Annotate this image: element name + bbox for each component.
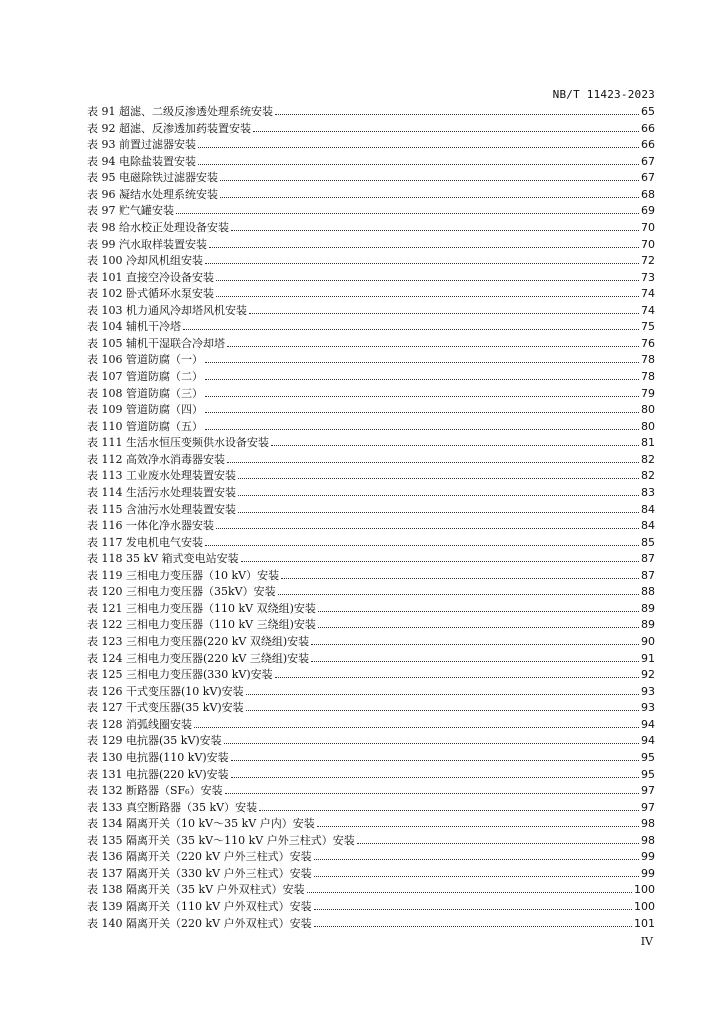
toc-entry-page: 82 <box>641 452 655 466</box>
toc-entry-page: 98 <box>641 833 655 847</box>
dot-leader <box>314 925 632 927</box>
dot-leader <box>318 626 639 628</box>
toc-entry[interactable] <box>87 435 655 452</box>
dot-leader <box>205 544 639 546</box>
toc-entry-label: 表 110 管道防腐（五） <box>87 419 203 433</box>
toc-entry[interactable] <box>87 849 655 866</box>
toc-entry[interactable] <box>87 502 655 519</box>
dot-leader <box>231 759 639 761</box>
toc-entry-label: 表 96 凝结水处理系统安装 <box>87 187 218 201</box>
dot-leader <box>314 858 639 860</box>
dot-leader <box>194 726 639 728</box>
toc-entry-page: 89 <box>641 601 655 615</box>
dot-leader <box>224 742 639 744</box>
toc-entry[interactable] <box>87 899 655 916</box>
dot-leader <box>271 444 639 446</box>
standard-code: NB/T 11423-2023 <box>552 88 655 101</box>
toc-entry[interactable] <box>87 634 655 651</box>
dot-leader <box>311 660 639 662</box>
toc-entry-label: 表 112 高效净水消毒器安装 <box>87 452 225 466</box>
toc-entry[interactable] <box>87 700 655 717</box>
toc-entry-page: 80 <box>641 403 655 417</box>
toc-entry-label: 表 117 发电机电气安装 <box>87 535 203 549</box>
dot-leader <box>205 262 639 264</box>
toc-entry-label: 表 120 三相电力变压器（35kV）安装 <box>87 585 276 599</box>
toc-entry-page: 84 <box>641 519 655 533</box>
toc-entry-page: 70 <box>641 237 655 251</box>
dot-leader <box>238 511 639 513</box>
toc-entry-page: 100 <box>634 883 655 897</box>
toc-entry[interactable] <box>87 684 655 701</box>
toc-entry[interactable] <box>87 750 655 767</box>
toc-entry-page: 98 <box>641 817 655 831</box>
toc-entry-page: 78 <box>641 370 655 383</box>
toc-entry-page: 85 <box>641 535 655 549</box>
toc-entry-page: 83 <box>641 485 655 499</box>
toc-entry-page: 92 <box>641 668 655 682</box>
toc-entry-page: 93 <box>641 701 655 715</box>
toc-entry-label: 表 138 隔离开关（35 kV 户外双柱式）安装 <box>87 883 305 897</box>
toc-entry-page: 81 <box>641 436 655 450</box>
toc-entry[interactable] <box>87 667 655 684</box>
dot-leader <box>275 113 639 115</box>
toc-entry[interactable] <box>87 816 655 833</box>
toc-entry-label: 表 119 三相电力变压器（10 kV）安装 <box>87 568 280 582</box>
dot-leader <box>205 395 639 397</box>
dot-leader <box>238 494 639 496</box>
dot-leader <box>216 295 639 297</box>
toc-entry-label: 表 126 干式变压器(10 kV)安装 <box>87 684 244 698</box>
dot-leader <box>231 229 639 231</box>
toc-entry[interactable] <box>87 518 655 535</box>
page-number: IV <box>640 935 653 948</box>
dot-leader <box>176 212 639 214</box>
toc-entry[interactable] <box>87 154 655 171</box>
dot-leader <box>225 792 639 794</box>
toc-entry[interactable] <box>87 170 655 187</box>
toc-entry-label: 表 95 电磁除铁过滤器安装 <box>87 171 218 185</box>
toc-entry-label: 表 109 管道防腐（四） <box>87 403 203 417</box>
toc-entry-label: 表 125 三相电力变压器(330 kV)安装 <box>87 668 273 682</box>
dot-leader <box>241 560 639 562</box>
dot-leader <box>238 477 639 479</box>
dot-leader <box>246 709 639 711</box>
toc-entry[interactable] <box>87 733 655 750</box>
toc-entry[interactable] <box>87 319 655 336</box>
dot-leader <box>318 610 639 612</box>
dot-leader <box>317 825 639 827</box>
toc-entry-label: 表 98 给水校正处理设备安装 <box>87 220 229 234</box>
toc-entry[interactable] <box>87 286 655 303</box>
toc-entry-label: 表 92 超滤、反渗透加药装置安装 <box>87 121 251 135</box>
toc-entry-page: 70 <box>641 220 655 234</box>
toc-entry[interactable] <box>87 452 655 469</box>
toc-entry-label: 表 106 管道防腐（一） <box>87 353 203 367</box>
toc-entry[interactable] <box>87 916 655 933</box>
dot-leader <box>259 809 639 811</box>
dot-leader <box>246 693 639 695</box>
toc-entry[interactable] <box>87 535 655 552</box>
toc-entry[interactable] <box>87 369 655 386</box>
toc-entry[interactable] <box>87 336 655 353</box>
toc-entry-label: 表 104 辅机干冷塔 <box>87 320 181 334</box>
toc-entry[interactable] <box>87 551 655 568</box>
toc-entry-page: 68 <box>641 187 655 201</box>
toc-entry[interactable] <box>87 833 655 850</box>
table-of-contents <box>87 104 655 932</box>
dot-leader <box>205 411 639 413</box>
toc-entry-page: 78 <box>641 353 655 367</box>
toc-entry-label: 表 116 一体化净水器安装 <box>87 519 214 533</box>
toc-entry-page: 69 <box>641 204 655 218</box>
toc-entry-label: 表 108 管道防腐（三） <box>87 386 203 400</box>
toc-entry-label: 表 123 三相电力变压器(220 kV 双绕组)安装 <box>87 635 310 648</box>
toc-entry-page: 95 <box>641 767 655 781</box>
toc-entry-label: 表 91 超滤、二级反渗透处理系统安装 <box>87 105 273 118</box>
dot-leader <box>275 676 639 678</box>
toc-entry-label: 表 101 直接空冷设备安装 <box>87 270 214 284</box>
toc-entry-label: 表 136 隔离开关（220 kV 户外三柱式）安装 <box>87 850 312 864</box>
toc-entry[interactable] <box>87 187 655 204</box>
toc-entry-label: 表 115 含油污水处理装置安装 <box>87 502 236 516</box>
dot-leader <box>307 891 632 893</box>
toc-entry[interactable] <box>87 253 655 270</box>
toc-entry-label: 表 113 工业废水处理装置安装 <box>87 469 236 483</box>
toc-entry-label: 表 127 干式变压器(35 kV)安装 <box>87 701 244 715</box>
toc-entry-page: 73 <box>641 270 655 284</box>
toc-entry-label: 表 122 三相电力变压器（110 kV 三绕组)安装 <box>87 618 316 632</box>
toc-entry-page: 76 <box>641 336 655 350</box>
toc-entry[interactable] <box>87 485 655 502</box>
toc-entry-page: 65 <box>641 105 655 118</box>
toc-entry-label: 表 131 电抗器(220 kV)安装 <box>87 767 229 781</box>
toc-entry[interactable] <box>87 617 655 634</box>
dot-leader <box>209 246 639 248</box>
toc-entry[interactable] <box>87 237 655 254</box>
toc-entry-label: 表 114 生活污水处理装置安装 <box>87 485 236 499</box>
toc-entry-page: 84 <box>641 502 655 516</box>
dot-leader <box>198 146 639 148</box>
toc-entry-page: 95 <box>641 750 655 764</box>
toc-entry-label: 表 132 断路器（SF₆）安装 <box>87 784 223 798</box>
toc-entry-page: 97 <box>641 784 655 798</box>
toc-entry[interactable] <box>87 601 655 618</box>
toc-entry[interactable] <box>87 137 655 154</box>
dot-leader <box>220 196 639 198</box>
dot-leader <box>249 312 639 314</box>
toc-entry-label: 表 100 冷却风机组安装 <box>87 254 203 268</box>
toc-entry-page: 97 <box>641 800 655 814</box>
toc-entry-page: 74 <box>641 303 655 317</box>
dot-leader <box>253 130 639 132</box>
dot-leader <box>231 776 639 778</box>
toc-entry[interactable] <box>87 270 655 287</box>
toc-entry-label: 表 140 隔离开关（220 kV 户外双柱式）安装 <box>87 916 312 930</box>
toc-entry-page: 101 <box>634 916 655 930</box>
dot-leader <box>314 908 632 910</box>
toc-entry-page: 94 <box>641 734 655 748</box>
dot-leader <box>205 428 639 430</box>
toc-entry[interactable] <box>87 468 655 485</box>
toc-entry[interactable] <box>87 104 655 121</box>
toc-entry[interactable] <box>87 717 655 734</box>
toc-entry-label: 表 128 消弧线圈安装 <box>87 717 192 731</box>
dot-leader <box>227 345 639 347</box>
dot-leader <box>205 378 639 380</box>
dot-leader <box>227 461 639 463</box>
toc-entry[interactable] <box>87 584 655 601</box>
toc-entry-page: 94 <box>641 717 655 731</box>
toc-entry-label: 表 121 三相电力变压器（110 kV 双绕组)安装 <box>87 601 316 615</box>
toc-entry-page: 79 <box>641 386 655 400</box>
toc-entry-page: 87 <box>641 568 655 582</box>
toc-entry-page: 75 <box>641 320 655 334</box>
dot-leader <box>314 875 639 877</box>
toc-entry-page: 99 <box>641 850 655 864</box>
toc-entry-label: 表 94 电除盐装置安装 <box>87 154 196 168</box>
toc-entry-label: 表 118 35 kV 箱式变电站安装 <box>87 552 239 566</box>
toc-entry[interactable] <box>87 783 655 800</box>
dot-leader <box>183 328 639 330</box>
toc-entry[interactable] <box>87 800 655 817</box>
toc-entry-page: 74 <box>641 287 655 301</box>
toc-entry[interactable] <box>87 220 655 237</box>
toc-entry-page: 82 <box>641 469 655 483</box>
toc-entry-label: 表 134 隔离开关（10 kV～35 kV 户内）安装 <box>87 817 315 831</box>
toc-entry[interactable] <box>87 121 655 138</box>
toc-entry-label: 表 111 生活水恒压变频供水设备安装 <box>87 436 269 450</box>
toc-entry[interactable] <box>87 568 655 585</box>
toc-entry-label: 表 97 贮气罐安装 <box>87 204 174 218</box>
dot-leader <box>311 643 639 645</box>
toc-entry[interactable] <box>87 866 655 883</box>
toc-entry-page: 91 <box>641 651 655 665</box>
dot-leader <box>198 163 639 165</box>
dot-leader <box>216 279 639 281</box>
toc-entry-page: 66 <box>641 138 655 152</box>
toc-entry-page: 88 <box>641 585 655 599</box>
toc-entry-label: 表 93 前置过滤器安装 <box>87 138 196 152</box>
toc-entry-page: 87 <box>641 552 655 566</box>
toc-entry-page: 67 <box>641 154 655 168</box>
toc-entry-page: 67 <box>641 171 655 185</box>
toc-entry-label: 表 107 管道防腐（二） <box>87 370 203 383</box>
toc-entry-page: 99 <box>641 866 655 880</box>
toc-entry-label: 表 130 电抗器(110 kV)安装 <box>87 750 229 764</box>
toc-entry-page: 93 <box>641 684 655 698</box>
toc-entry[interactable] <box>87 386 655 403</box>
toc-entry[interactable] <box>87 651 655 668</box>
toc-entry-label: 表 99 汽水取样装置安装 <box>87 237 207 251</box>
toc-entry-label: 表 124 三相电力变压器(220 kV 三绕组)安装 <box>87 651 310 665</box>
dot-leader <box>357 842 639 844</box>
toc-entry[interactable] <box>87 402 655 419</box>
toc-entry-page: 90 <box>641 635 655 648</box>
dot-leader <box>220 179 639 181</box>
toc-entry-label: 表 102 卧式循环水泵安装 <box>87 287 214 301</box>
dot-leader <box>216 527 639 529</box>
toc-entry-label: 表 135 隔离开关（35 kV～110 kV 户外三柱式）安装 <box>87 833 355 847</box>
toc-entry-label: 表 137 隔离开关（330 kV 户外三柱式）安装 <box>87 866 312 880</box>
toc-entry-page: 80 <box>641 419 655 433</box>
toc-entry-label: 表 103 机力通风冷却塔风机安装 <box>87 303 247 317</box>
toc-entry-page: 72 <box>641 254 655 268</box>
toc-entry[interactable] <box>87 767 655 784</box>
toc-entry-page: 100 <box>634 900 655 913</box>
toc-entry-label: 表 139 隔离开关（110 kV 户外双柱式）安装 <box>87 900 312 913</box>
dot-leader <box>205 361 639 363</box>
toc-entry[interactable] <box>87 882 655 899</box>
toc-entry[interactable] <box>87 203 655 220</box>
toc-entry-page: 89 <box>641 618 655 632</box>
toc-entry[interactable] <box>87 303 655 320</box>
toc-entry[interactable] <box>87 352 655 369</box>
toc-entry-label: 表 105 辅机干湿联合冷却塔 <box>87 336 225 350</box>
toc-entry-label: 表 129 电抗器(35 kV)安装 <box>87 734 222 748</box>
dot-leader <box>281 577 639 579</box>
toc-entry[interactable] <box>87 419 655 436</box>
toc-entry-page: 66 <box>641 121 655 135</box>
dot-leader <box>278 593 639 595</box>
toc-entry-label: 表 133 真空断路器（35 kV）安装 <box>87 800 258 814</box>
